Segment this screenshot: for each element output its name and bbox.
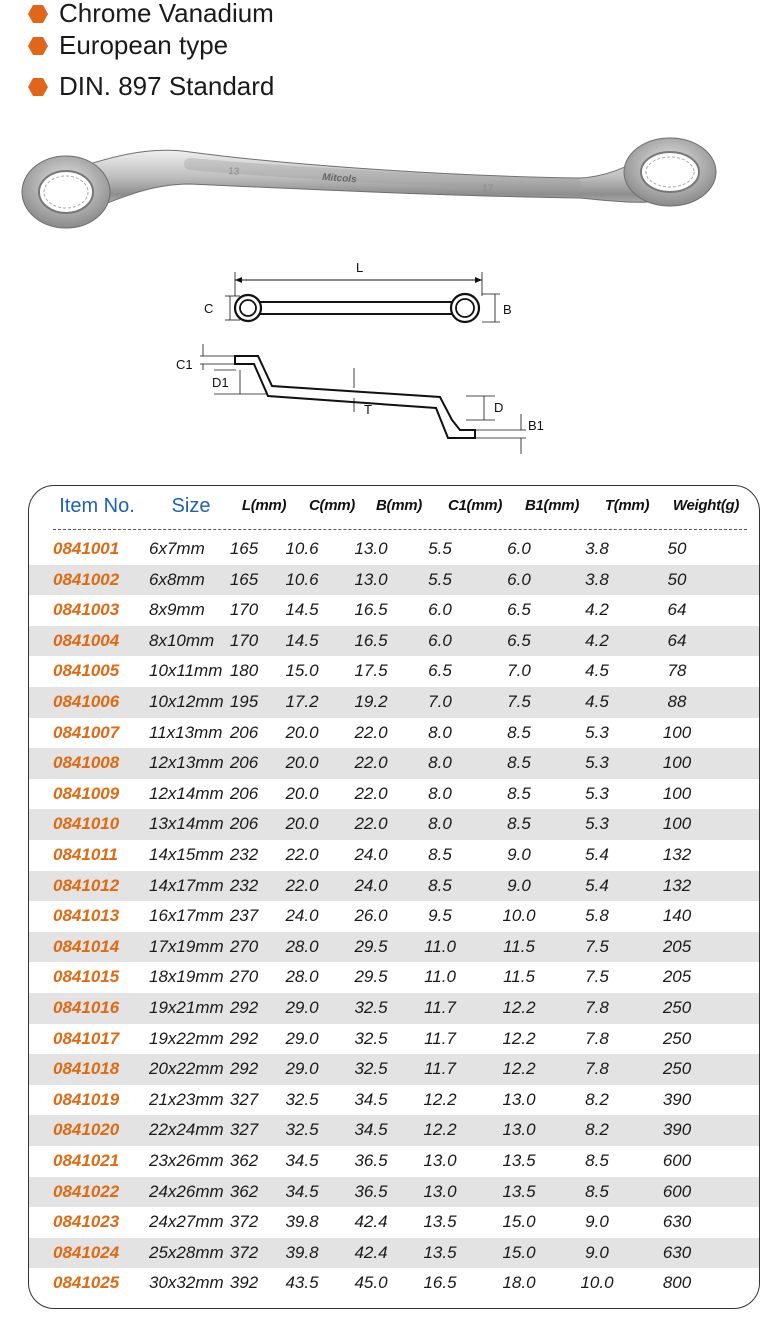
cell-item-no: 0841016 <box>53 998 120 1017</box>
wrench-photo <box>20 136 720 232</box>
cell-t: 5.4 <box>585 875 609 895</box>
cell-l: 362 <box>229 1151 259 1170</box>
cell-t: 10.0 <box>580 1273 614 1293</box>
table-row <box>29 656 759 687</box>
cell-t: 9.0 <box>585 1212 609 1232</box>
cell-c: 20.0 <box>285 753 319 773</box>
cell-weight: 132 <box>662 845 692 864</box>
table-row <box>29 779 759 810</box>
cell-c1: 13.0 <box>423 1151 457 1170</box>
cell-weight: 50 <box>667 539 687 558</box>
cell-b: 45.0 <box>354 1273 388 1293</box>
cell-item-no: 0841001 <box>53 539 120 558</box>
cell-t: 4.2 <box>585 630 609 650</box>
table-row <box>29 809 759 840</box>
cell-size: 8x9mm <box>149 600 205 620</box>
cell-b1: 7.0 <box>507 661 531 681</box>
feature-label: Chrome Vanadium <box>59 0 274 28</box>
cell-c1: 8.0 <box>428 722 452 742</box>
cell-c: 20.0 <box>285 783 319 803</box>
cell-b: 36.5 <box>354 1151 388 1170</box>
table-row <box>29 565 759 596</box>
table-row <box>29 1024 759 1055</box>
feature-label: DIN. 897 Standard <box>59 71 275 101</box>
cell-b: 24.0 <box>354 845 388 864</box>
header-divider <box>53 529 747 530</box>
cell-c1: 11.7 <box>424 1059 456 1079</box>
cell-b1: 6.0 <box>507 539 531 558</box>
cell-item-no: 0841024 <box>53 1242 120 1262</box>
cell-b: 32.5 <box>354 998 388 1017</box>
cell-item-no: 0841004 <box>53 630 120 650</box>
dim-label-c: C <box>204 301 214 316</box>
feature-label: European type <box>59 30 229 60</box>
cell-size: 13x14mm <box>149 814 224 834</box>
cell-size: 17x19mm <box>149 936 224 956</box>
cell-c: 15.0 <box>285 661 319 681</box>
cell-weight: 78 <box>667 661 687 681</box>
cell-b: 17.5 <box>354 661 388 681</box>
cell-item-no: 0841018 <box>53 1059 120 1079</box>
wrench-size-large: 17 <box>481 183 494 195</box>
cell-b: 22.0 <box>354 814 388 834</box>
cell-c1: 13.0 <box>423 1181 457 1201</box>
cell-weight: 64 <box>667 630 687 650</box>
cell-c: 20.0 <box>285 722 319 742</box>
table-row <box>29 901 759 932</box>
cell-weight: 630 <box>662 1212 692 1232</box>
cell-b1: 8.5 <box>507 753 531 773</box>
cell-t: 8.5 <box>585 1181 609 1201</box>
cell-c1: 9.5 <box>428 906 452 926</box>
cell-c: 24.0 <box>285 906 319 926</box>
cell-item-no: 0841011 <box>53 845 118 864</box>
cell-c: 32.5 <box>285 1120 319 1140</box>
cell-c1: 16.5 <box>423 1273 457 1293</box>
cell-b1: 6.5 <box>507 630 531 650</box>
table-row <box>29 748 759 779</box>
cell-b1: 11.5 <box>503 936 535 956</box>
cell-c: 28.0 <box>285 967 319 987</box>
cell-size: 21x23mm <box>149 1089 224 1109</box>
cell-c1: 8.0 <box>428 783 452 803</box>
cell-l: 180 <box>229 661 259 681</box>
cell-c1: 6.0 <box>428 630 452 650</box>
cell-c1: 6.5 <box>428 661 452 681</box>
cell-l: 237 <box>229 906 259 926</box>
cell-item-no: 0841022 <box>53 1181 120 1201</box>
cell-l: 292 <box>229 1059 259 1079</box>
cell-t: 3.8 <box>585 539 609 558</box>
cell-item-no: 0841008 <box>53 753 120 773</box>
table-row <box>29 1085 759 1116</box>
cell-c1: 11.0 <box>424 936 456 956</box>
cell-size: 22x24mm <box>149 1120 224 1140</box>
cell-weight: 600 <box>662 1151 692 1170</box>
cell-l: 195 <box>229 692 259 711</box>
cell-c1: 8.5 <box>428 845 452 864</box>
cell-c1: 8.0 <box>428 753 452 773</box>
table-row <box>29 1268 759 1299</box>
table-row <box>29 871 759 902</box>
cell-c: 29.0 <box>285 998 319 1017</box>
cell-item-no: 0841013 <box>53 906 120 926</box>
cell-t: 7.8 <box>585 998 609 1017</box>
cell-item-no: 0841012 <box>53 875 120 895</box>
cell-b1: 11.5 <box>503 967 535 987</box>
cell-t: 4.2 <box>585 600 609 620</box>
cell-c1: 8.0 <box>428 814 452 834</box>
table-row <box>29 1115 759 1146</box>
cell-size: 24x26mm <box>149 1181 224 1201</box>
table-header <box>29 486 759 530</box>
cell-weight: 132 <box>662 875 692 895</box>
cell-size: 23x26mm <box>149 1151 224 1170</box>
cell-b: 22.0 <box>354 753 388 773</box>
table-row <box>29 1238 759 1269</box>
cell-weight: 630 <box>662 1242 692 1262</box>
header-c: C(mm) <box>309 497 355 514</box>
cell-l: 327 <box>229 1089 259 1109</box>
cell-b: 26.0 <box>354 906 388 926</box>
cell-c1: 12.2 <box>423 1120 457 1140</box>
table-row <box>29 932 759 963</box>
cell-item-no: 0841005 <box>53 661 120 681</box>
cell-l: 165 <box>229 569 259 589</box>
cell-b1: 7.5 <box>507 692 531 711</box>
cell-b: 19.2 <box>354 692 388 711</box>
cell-c: 17.2 <box>285 692 319 711</box>
cell-t: 5.3 <box>585 722 609 742</box>
dim-label-b1: B1 <box>528 418 544 433</box>
dim-label-c1: C1 <box>176 357 193 372</box>
cell-l: 170 <box>229 600 259 620</box>
top-view <box>225 272 500 322</box>
cell-b: 22.0 <box>354 783 388 803</box>
cell-weight: 64 <box>667 600 687 620</box>
table-row <box>29 595 759 626</box>
cell-t: 7.8 <box>585 1028 609 1048</box>
cell-c1: 12.2 <box>423 1089 457 1109</box>
dim-label-d: D <box>494 400 504 415</box>
header-b: B(mm) <box>376 497 422 514</box>
cell-size: 11x13mm <box>149 722 223 742</box>
header-b1: B1(mm) <box>524 497 580 514</box>
cell-c1: 11.0 <box>424 967 456 987</box>
cell-c1: 13.5 <box>423 1212 457 1232</box>
cell-size: 12x14mm <box>149 783 224 803</box>
cell-b1: 10.0 <box>502 906 536 926</box>
header-size: Size <box>171 495 211 517</box>
cell-weight: 600 <box>662 1181 692 1201</box>
header-item-no: Item No. <box>59 495 135 517</box>
cell-l: 206 <box>229 722 259 742</box>
cell-b: 32.5 <box>354 1028 388 1048</box>
cell-item-no: 0841006 <box>53 692 120 711</box>
cell-size: 19x21mm <box>149 998 224 1017</box>
table-row <box>29 1146 759 1177</box>
cell-c: 39.8 <box>285 1242 319 1262</box>
cell-weight: 100 <box>662 753 692 773</box>
cell-size: 12x13mm <box>149 753 224 773</box>
cell-b: 42.4 <box>354 1242 388 1262</box>
cell-item-no: 0841025 <box>53 1273 120 1293</box>
table-row <box>29 1207 759 1238</box>
cell-c1: 11.7 <box>424 998 456 1017</box>
wrench-size-small: 13 <box>227 166 240 178</box>
cell-item-no: 0841010 <box>53 814 120 834</box>
cell-weight: 800 <box>662 1273 692 1293</box>
table-row <box>29 1177 759 1208</box>
dim-label-l: L <box>356 260 364 275</box>
cell-size: 16x17mm <box>149 906 224 926</box>
cell-c: 14.5 <box>285 630 319 650</box>
cell-item-no: 0841017 <box>53 1028 120 1048</box>
cell-t: 8.5 <box>585 1151 609 1170</box>
cell-b1: 12.2 <box>502 1028 536 1048</box>
cell-t: 8.2 <box>585 1089 609 1109</box>
cell-size: 14x15mm <box>149 845 224 864</box>
cell-b: 22.0 <box>354 722 388 742</box>
cell-l: 372 <box>229 1242 259 1262</box>
cell-item-no: 0841002 <box>53 569 120 589</box>
cell-b1: 12.2 <box>502 998 536 1017</box>
cell-t: 5.3 <box>585 814 609 834</box>
cell-b1: 6.0 <box>507 569 531 589</box>
cell-t: 7.5 <box>585 936 609 956</box>
cell-weight: 100 <box>662 722 692 742</box>
cell-weight: 390 <box>662 1089 692 1109</box>
cell-b1: 8.5 <box>507 814 531 834</box>
cell-b: 13.0 <box>354 539 388 558</box>
table-row <box>29 840 759 871</box>
cell-c1: 6.0 <box>428 600 452 620</box>
cell-l: 206 <box>229 814 259 834</box>
cell-b1: 9.0 <box>507 845 531 864</box>
cell-l: 206 <box>229 753 259 773</box>
cell-t: 5.3 <box>585 783 609 803</box>
cell-b1: 12.2 <box>502 1059 536 1079</box>
cell-size: 6x7mm <box>149 539 205 558</box>
table-row <box>29 687 759 718</box>
cell-size: 25x28mm <box>149 1242 224 1262</box>
table-row <box>29 962 759 993</box>
cell-c: 39.8 <box>285 1212 319 1232</box>
table-row <box>29 626 759 657</box>
cell-size: 24x27mm <box>149 1212 224 1232</box>
cell-b1: 8.5 <box>507 783 531 803</box>
cell-b: 24.0 <box>354 875 388 895</box>
spec-table <box>28 485 760 1309</box>
cell-l: 232 <box>229 845 259 864</box>
cell-b1: 18.0 <box>502 1273 536 1293</box>
cell-c: 22.0 <box>285 845 319 864</box>
cell-size: 10x12mm <box>149 692 224 711</box>
cell-b1: 15.0 <box>502 1242 536 1262</box>
cell-weight: 50 <box>667 569 687 589</box>
header-weight: Weight(g) <box>672 497 740 514</box>
cell-item-no: 0841003 <box>53 600 120 620</box>
cell-weight: 100 <box>662 783 692 803</box>
cell-size: 20x22mm <box>149 1059 224 1079</box>
cell-item-no: 0841021 <box>53 1151 120 1170</box>
cell-b1: 13.0 <box>502 1120 536 1140</box>
cell-item-no: 0841007 <box>53 722 120 742</box>
cell-b: 32.5 <box>354 1059 388 1079</box>
cell-item-no: 0841015 <box>53 967 120 987</box>
cell-t: 4.5 <box>585 661 609 681</box>
cell-t: 7.8 <box>585 1059 609 1079</box>
cell-weight: 100 <box>662 814 692 834</box>
cell-size: 30x32mm <box>149 1273 224 1293</box>
cell-weight: 390 <box>662 1120 692 1140</box>
cell-l: 362 <box>229 1181 259 1201</box>
cell-size: 6x8mm <box>149 569 205 589</box>
cell-b1: 13.5 <box>502 1181 536 1201</box>
cell-weight: 250 <box>662 1059 692 1079</box>
dim-label-d1: D1 <box>212 375 229 390</box>
cell-c1: 11.7 <box>424 1028 456 1048</box>
cell-t: 9.0 <box>585 1242 609 1262</box>
cell-t: 5.8 <box>585 906 609 926</box>
cell-b: 42.4 <box>354 1212 388 1232</box>
cell-b: 29.5 <box>354 967 388 987</box>
cell-b: 13.0 <box>354 569 388 589</box>
dim-label-t: T <box>364 402 372 417</box>
cell-weight: 140 <box>662 906 692 926</box>
hexagon-bullet-icon <box>28 37 48 55</box>
cell-c: 22.0 <box>285 875 319 895</box>
cell-c: 29.0 <box>285 1059 319 1079</box>
cell-b1: 6.5 <box>507 600 531 620</box>
cell-l: 372 <box>229 1212 259 1232</box>
cell-c: 29.0 <box>285 1028 319 1048</box>
header-c1: C1(mm) <box>447 497 503 514</box>
cell-b1: 13.5 <box>502 1151 536 1170</box>
cell-item-no: 0841009 <box>53 783 120 803</box>
cell-size: 14x17mm <box>149 875 224 895</box>
cell-b: 29.5 <box>354 936 388 956</box>
cell-item-no: 0841020 <box>53 1120 120 1140</box>
cell-c1: 5.5 <box>428 539 452 558</box>
cell-l: 170 <box>229 630 259 650</box>
cell-c1: 13.5 <box>423 1242 457 1262</box>
cell-c: 10.6 <box>285 539 319 558</box>
cell-l: 327 <box>229 1120 259 1140</box>
cell-weight: 88 <box>667 692 687 711</box>
cell-l: 232 <box>229 875 259 895</box>
cell-t: 5.4 <box>585 845 609 864</box>
header-t: T(mm) <box>604 497 650 514</box>
cell-c: 34.5 <box>285 1151 319 1170</box>
cell-c1: 5.5 <box>428 569 452 589</box>
cell-t: 3.8 <box>585 569 609 589</box>
table-row <box>29 993 759 1024</box>
hexagon-bullet-icon <box>28 5 48 23</box>
cell-weight: 250 <box>662 998 692 1017</box>
cell-l: 206 <box>229 783 259 803</box>
cell-b: 34.5 <box>354 1120 388 1140</box>
cell-weight: 205 <box>662 967 692 987</box>
cell-c: 32.5 <box>285 1089 319 1109</box>
dim-label-b: B <box>503 302 512 317</box>
cell-b1: 13.0 <box>502 1089 536 1109</box>
cell-c1: 7.0 <box>428 692 452 711</box>
hexagon-bullet-icon <box>28 78 48 96</box>
cell-size: 18x19mm <box>149 967 224 987</box>
cell-c: 10.6 <box>285 569 319 589</box>
cell-size: 10x11mm <box>149 661 223 681</box>
cell-item-no: 0841019 <box>53 1089 120 1109</box>
cell-b: 34.5 <box>354 1089 388 1109</box>
dimension-diagram <box>170 252 560 462</box>
cell-l: 292 <box>229 998 259 1017</box>
table-row <box>29 1054 759 1085</box>
cell-c1: 8.5 <box>428 875 452 895</box>
cell-c: 34.5 <box>285 1181 319 1201</box>
cell-l: 392 <box>229 1273 259 1293</box>
cell-c: 28.0 <box>285 936 319 956</box>
cell-c: 20.0 <box>285 814 319 834</box>
cell-l: 270 <box>229 967 259 987</box>
cell-size: 19x22mm <box>149 1028 224 1048</box>
cell-l: 292 <box>229 1028 259 1048</box>
header-l: L(mm) <box>241 497 287 514</box>
table-row <box>29 534 759 565</box>
cell-c: 43.5 <box>285 1273 319 1293</box>
cell-b1: 9.0 <box>507 875 531 895</box>
cell-item-no: 0841023 <box>53 1212 120 1232</box>
cell-b1: 8.5 <box>507 722 531 742</box>
cell-b1: 15.0 <box>502 1212 536 1232</box>
cell-l: 165 <box>229 539 259 558</box>
cell-t: 7.5 <box>585 967 609 987</box>
cell-weight: 250 <box>662 1028 692 1048</box>
cell-t: 4.5 <box>585 692 609 711</box>
cell-t: 5.3 <box>585 753 609 773</box>
table-row <box>29 718 759 749</box>
cell-b: 36.5 <box>354 1181 388 1201</box>
cell-size: 8x10mm <box>149 630 215 650</box>
cell-c: 14.5 <box>285 600 319 620</box>
cell-weight: 205 <box>662 936 692 956</box>
side-view <box>200 344 526 454</box>
cell-l: 270 <box>229 936 259 956</box>
cell-b: 16.5 <box>354 630 388 650</box>
wrench-brand: Mitcols <box>321 172 357 186</box>
cell-item-no: 0841014 <box>53 936 120 956</box>
cell-t: 8.2 <box>585 1120 609 1140</box>
cell-b: 16.5 <box>354 600 388 620</box>
